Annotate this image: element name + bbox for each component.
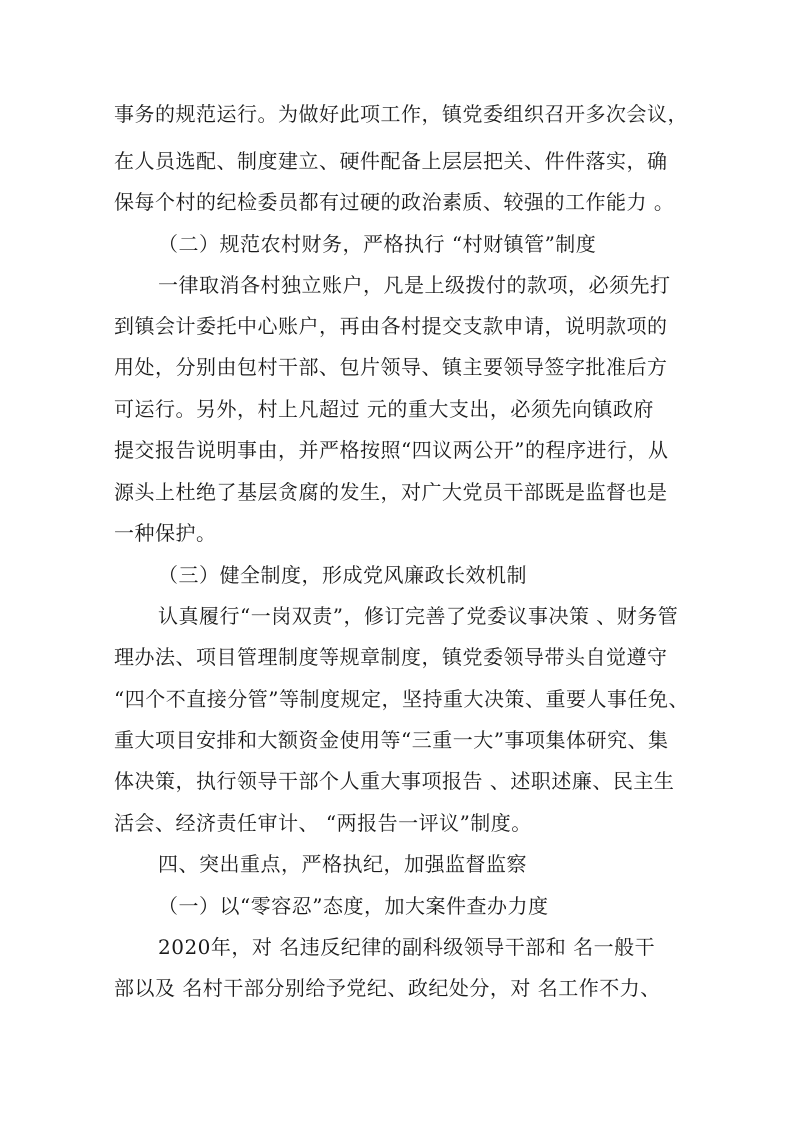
section-heading: （二）规范农村财务，严格执行 “村财镇管”制度 [158,232,597,256]
paragraph-line: 到镇会计委托中心账户，再由各村提交支款申请，说明款项的 [114,314,668,338]
paragraph-line: 用处，分别由包村干部、包片领导、镇主要领导签字批准后方 [114,355,668,379]
paragraph-line: 在人员选配、制度建立、硬件配备上层层把关、件件落实，确 [114,149,668,173]
chapter-heading: 四、突出重点，严格执纪，加强监督监察 [158,852,527,876]
paragraph-line: “四个不直接分管”等制度规定，坚持重大决策、重要人事任免、 [114,687,689,711]
paragraph-line: 源头上杜绝了基层贪腐的发生，对广大党员干部既是监督也是 [114,480,668,504]
paragraph-line: 活会、经济责任审计、 “两报告一评议”制度。 [114,811,532,835]
section-heading: （一）以“零容忍”态度，加大案件查办力度 [158,894,549,918]
paragraph-line: 部以及 名村干部分别给予党纪、政纪处分，对 名工作不力、 [114,976,661,1000]
paragraph-line: 提交报告说明事由，并严格按照“四议两公开”的程序进行，从 [114,438,669,462]
paragraph-line: 一种保护。 [114,521,217,545]
paragraph-line: 认真履行“一岗双责”，修订完善了党委议事决策 、财务管 [158,604,679,628]
section-heading: （三）健全制度，形成党风廉政长效机制 [158,563,527,587]
paragraph-line: 一律取消各村独立账户，凡是上级拨付的款项，必须先打 [158,273,671,297]
paragraph-line: 保每个村的纪检委员都有过硬的政治素质、较强的工作能力 。 [114,190,675,214]
paragraph-line: 重大项目安排和大额资金使用等“三重一大”事项集体研究、集 [114,728,669,752]
paragraph-line: 体决策，执行领导干部个人重大事项报告 、述职述廉、民主生 [114,769,675,793]
paragraph-line: 可运行。另外，村上凡超过 元的重大支出，必须先向镇政府 [114,397,654,421]
paragraph-line: 事务的规范运行。为做好此项工作，镇党委组织召开多次会议， [114,102,688,126]
paragraph-line: 理办法、项目管理制度等规章制度，镇党委领导带头自觉遵守 [114,645,668,669]
paragraph-line: 2020年，对 名违反纪律的副科级领导干部和 名一般干 [158,935,656,959]
